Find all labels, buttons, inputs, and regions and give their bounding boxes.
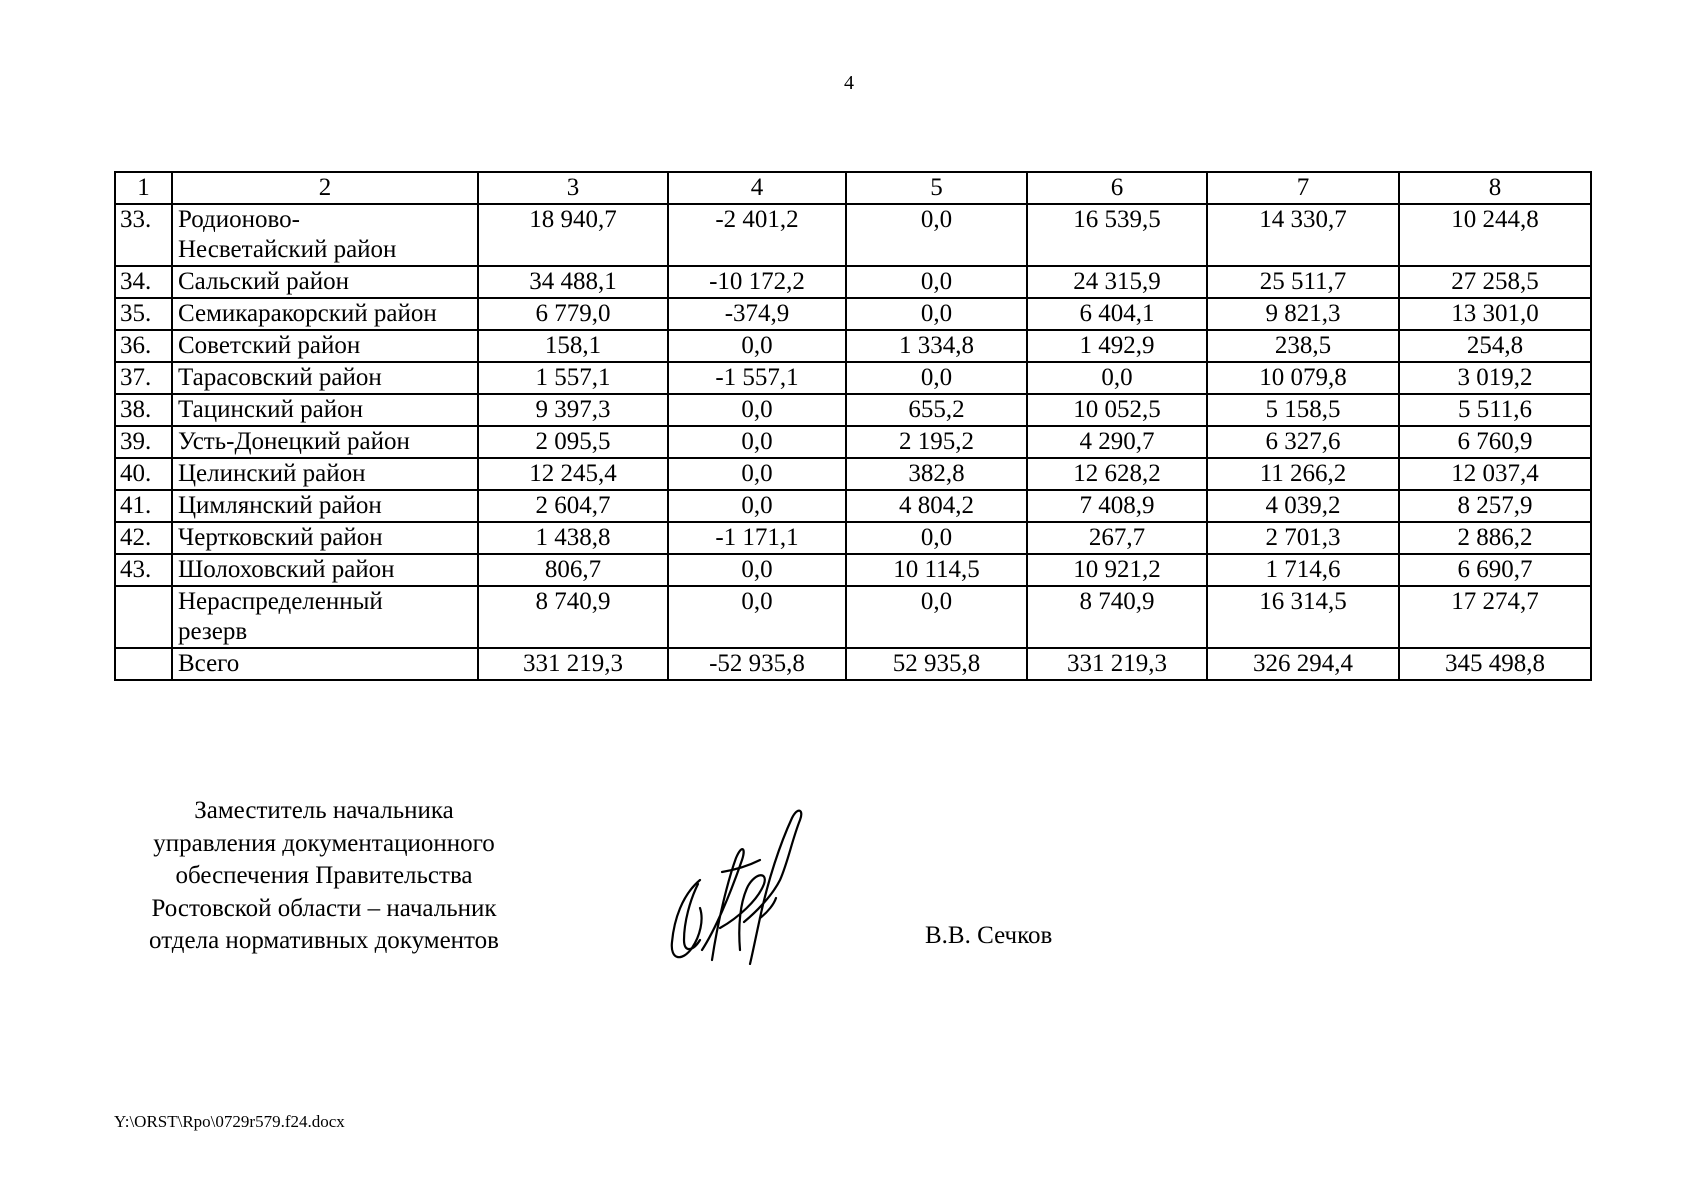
signer-title-line: отдела нормативных документов xyxy=(149,927,499,954)
value-cell-c3: 18 940,7 xyxy=(478,204,668,266)
row-name xyxy=(172,586,478,648)
value-cell-c3: 8 740,9 xyxy=(478,586,668,648)
header-cell: 3 xyxy=(478,172,668,204)
value-cell-c3: 806,7 xyxy=(478,554,668,586)
signer-position-title xyxy=(110,795,538,958)
value-cell-c5: 0,0 xyxy=(846,204,1027,266)
row-index: 41. xyxy=(115,490,172,522)
row-name-line: Тарасовский район xyxy=(178,364,382,391)
row-name xyxy=(172,554,478,586)
table-row xyxy=(115,426,1591,458)
row-name-line: Шолоховский район xyxy=(178,556,395,583)
value-cell-c7: 9 821,3 xyxy=(1207,298,1399,330)
value-cell-c6: 1 492,9 xyxy=(1027,330,1207,362)
value-cell-c3: 331 219,3 xyxy=(478,648,668,680)
header-cell: 6 xyxy=(1027,172,1207,204)
row-name xyxy=(172,648,478,680)
row-index: 43. xyxy=(115,554,172,586)
signer-title-line: обеспечения Правительства xyxy=(175,862,473,889)
row-index xyxy=(115,648,172,680)
value-cell-c5: 10 114,5 xyxy=(846,554,1027,586)
value-cell-c8: 254,8 xyxy=(1399,330,1591,362)
value-cell-c7: 2 701,3 xyxy=(1207,522,1399,554)
header-cell: 2 xyxy=(172,172,478,204)
value-cell-c4: -1 557,1 xyxy=(668,362,846,394)
row-name-line: Тацинский район xyxy=(178,396,363,423)
value-cell-c8: 2 886,2 xyxy=(1399,522,1591,554)
header-cell: 4 xyxy=(668,172,846,204)
value-cell-c3: 2 604,7 xyxy=(478,490,668,522)
value-cell-c7: 6 327,6 xyxy=(1207,426,1399,458)
row-name-line: Чертковский район xyxy=(178,524,383,551)
value-cell-c6: 0,0 xyxy=(1027,362,1207,394)
value-cell-c4: -374,9 xyxy=(668,298,846,330)
value-cell-c7: 326 294,4 xyxy=(1207,648,1399,680)
table-row xyxy=(115,554,1591,586)
row-name-line: Советский район xyxy=(178,332,361,359)
row-index: 34. xyxy=(115,266,172,298)
value-cell-c6: 12 628,2 xyxy=(1027,458,1207,490)
value-cell-c6: 7 408,9 xyxy=(1027,490,1207,522)
table-row xyxy=(115,490,1591,522)
value-cell-c3: 158,1 xyxy=(478,330,668,362)
value-cell-c6: 267,7 xyxy=(1027,522,1207,554)
value-cell-c5: 0,0 xyxy=(846,362,1027,394)
value-cell-c7: 16 314,5 xyxy=(1207,586,1399,648)
row-index: 40. xyxy=(115,458,172,490)
value-cell-c4: -2 401,2 xyxy=(668,204,846,266)
row-name-line: Сальский район xyxy=(178,268,349,295)
value-cell-c6: 10 052,5 xyxy=(1027,394,1207,426)
row-index: 33. xyxy=(115,204,172,266)
page-number: 4 xyxy=(844,72,854,94)
value-cell-c4: 0,0 xyxy=(668,554,846,586)
row-name-line: Цимлянский район xyxy=(178,492,382,519)
value-cell-c4: -1 171,1 xyxy=(668,522,846,554)
value-cell-c6: 8 740,9 xyxy=(1027,586,1207,648)
header-cell: 5 xyxy=(846,172,1027,204)
value-cell-c6: 16 539,5 xyxy=(1027,204,1207,266)
value-cell-c6: 10 921,2 xyxy=(1027,554,1207,586)
row-name xyxy=(172,426,478,458)
row-name xyxy=(172,266,478,298)
row-name-line: Всего xyxy=(178,650,240,677)
value-cell-c5: 2 195,2 xyxy=(846,426,1027,458)
value-cell-c5: 382,8 xyxy=(846,458,1027,490)
value-cell-c8: 27 258,5 xyxy=(1399,266,1591,298)
table-header-row xyxy=(115,172,1591,204)
signer-title-line: Заместитель начальника xyxy=(194,797,454,824)
table-row xyxy=(115,458,1591,490)
row-index: 36. xyxy=(115,330,172,362)
value-cell-c8: 3 019,2 xyxy=(1399,362,1591,394)
value-cell-c6: 6 404,1 xyxy=(1027,298,1207,330)
row-index: 42. xyxy=(115,522,172,554)
value-cell-c8: 6 690,7 xyxy=(1399,554,1591,586)
table-body xyxy=(115,172,1591,680)
table-row xyxy=(115,298,1591,330)
value-cell-c7: 1 714,6 xyxy=(1207,554,1399,586)
table-row xyxy=(115,204,1591,266)
signature-image xyxy=(660,800,810,965)
row-name xyxy=(172,490,478,522)
row-name xyxy=(172,394,478,426)
row-name xyxy=(172,362,478,394)
value-cell-c4: 0,0 xyxy=(668,458,846,490)
budget-table xyxy=(114,171,1592,681)
file-path: Y:\ORST\Rpo\0729r579.f24.docx xyxy=(114,1112,345,1131)
row-name xyxy=(172,204,478,266)
value-cell-c8: 5 511,6 xyxy=(1399,394,1591,426)
row-name-line: резерв xyxy=(178,618,248,645)
value-cell-c8: 6 760,9 xyxy=(1399,426,1591,458)
value-cell-c7: 25 511,7 xyxy=(1207,266,1399,298)
value-cell-c7: 10 079,8 xyxy=(1207,362,1399,394)
value-cell-c6: 331 219,3 xyxy=(1027,648,1207,680)
row-name xyxy=(172,330,478,362)
value-cell-c6: 4 290,7 xyxy=(1027,426,1207,458)
header-cell: 8 xyxy=(1399,172,1591,204)
value-cell-c3: 1 557,1 xyxy=(478,362,668,394)
table-row xyxy=(115,522,1591,554)
row-name-line: Усть-Донецкий район xyxy=(178,428,410,455)
row-name-line: Несветайский район xyxy=(178,236,397,263)
value-cell-c5: 655,2 xyxy=(846,394,1027,426)
value-cell-c4: 0,0 xyxy=(668,426,846,458)
value-cell-c7: 14 330,7 xyxy=(1207,204,1399,266)
value-cell-c5: 52 935,8 xyxy=(846,648,1027,680)
value-cell-c4: 0,0 xyxy=(668,490,846,522)
header-cell: 1 xyxy=(115,172,172,204)
value-cell-c4: 0,0 xyxy=(668,394,846,426)
value-cell-c7: 4 039,2 xyxy=(1207,490,1399,522)
row-name-line: Семикаракорский район xyxy=(178,300,437,327)
value-cell-c8: 8 257,9 xyxy=(1399,490,1591,522)
table-row xyxy=(115,586,1591,648)
row-index: 39. xyxy=(115,426,172,458)
row-name-line: Целинский район xyxy=(178,460,366,487)
value-cell-c3: 1 438,8 xyxy=(478,522,668,554)
value-cell-c5: 4 804,2 xyxy=(846,490,1027,522)
value-cell-c5: 0,0 xyxy=(846,266,1027,298)
signer-title-line: Ростовской области – начальник xyxy=(151,894,497,922)
value-cell-c3: 34 488,1 xyxy=(478,266,668,298)
row-index xyxy=(115,586,172,648)
row-name-line: Нераспределенный xyxy=(178,588,383,615)
row-index: 38. xyxy=(115,394,172,426)
value-cell-c5: 0,0 xyxy=(846,298,1027,330)
value-cell-c8: 17 274,7 xyxy=(1399,586,1591,648)
row-name xyxy=(172,458,478,490)
value-cell-c7: 238,5 xyxy=(1207,330,1399,362)
value-cell-c4: 0,0 xyxy=(668,586,846,648)
value-cell-c5: 0,0 xyxy=(846,522,1027,554)
value-cell-c5: 0,0 xyxy=(846,586,1027,648)
value-cell-c8: 12 037,4 xyxy=(1399,458,1591,490)
signer-title-line: управления документационного xyxy=(153,829,495,857)
value-cell-c5: 1 334,8 xyxy=(846,330,1027,362)
signer-name: В.В. Сечков xyxy=(925,922,1053,949)
value-cell-c3: 2 095,5 xyxy=(478,426,668,458)
row-name-line: Родионово- xyxy=(178,206,300,233)
row-index: 37. xyxy=(115,362,172,394)
value-cell-c7: 5 158,5 xyxy=(1207,394,1399,426)
row-name xyxy=(172,298,478,330)
row-name xyxy=(172,522,478,554)
table-row xyxy=(115,648,1591,680)
value-cell-c8: 13 301,0 xyxy=(1399,298,1591,330)
value-cell-c8: 10 244,8 xyxy=(1399,204,1591,266)
value-cell-c4: -52 935,8 xyxy=(668,648,846,680)
value-cell-c3: 9 397,3 xyxy=(478,394,668,426)
value-cell-c7: 11 266,2 xyxy=(1207,458,1399,490)
table-row xyxy=(115,362,1591,394)
value-cell-c6: 24 315,9 xyxy=(1027,266,1207,298)
table-row xyxy=(115,394,1591,426)
value-cell-c3: 6 779,0 xyxy=(478,298,668,330)
table-row xyxy=(115,266,1591,298)
table-row xyxy=(115,330,1591,362)
row-index: 35. xyxy=(115,298,172,330)
value-cell-c3: 12 245,4 xyxy=(478,458,668,490)
header-cell: 7 xyxy=(1207,172,1399,204)
value-cell-c8: 345 498,8 xyxy=(1399,648,1591,680)
value-cell-c4: -10 172,2 xyxy=(668,266,846,298)
value-cell-c4: 0,0 xyxy=(668,330,846,362)
